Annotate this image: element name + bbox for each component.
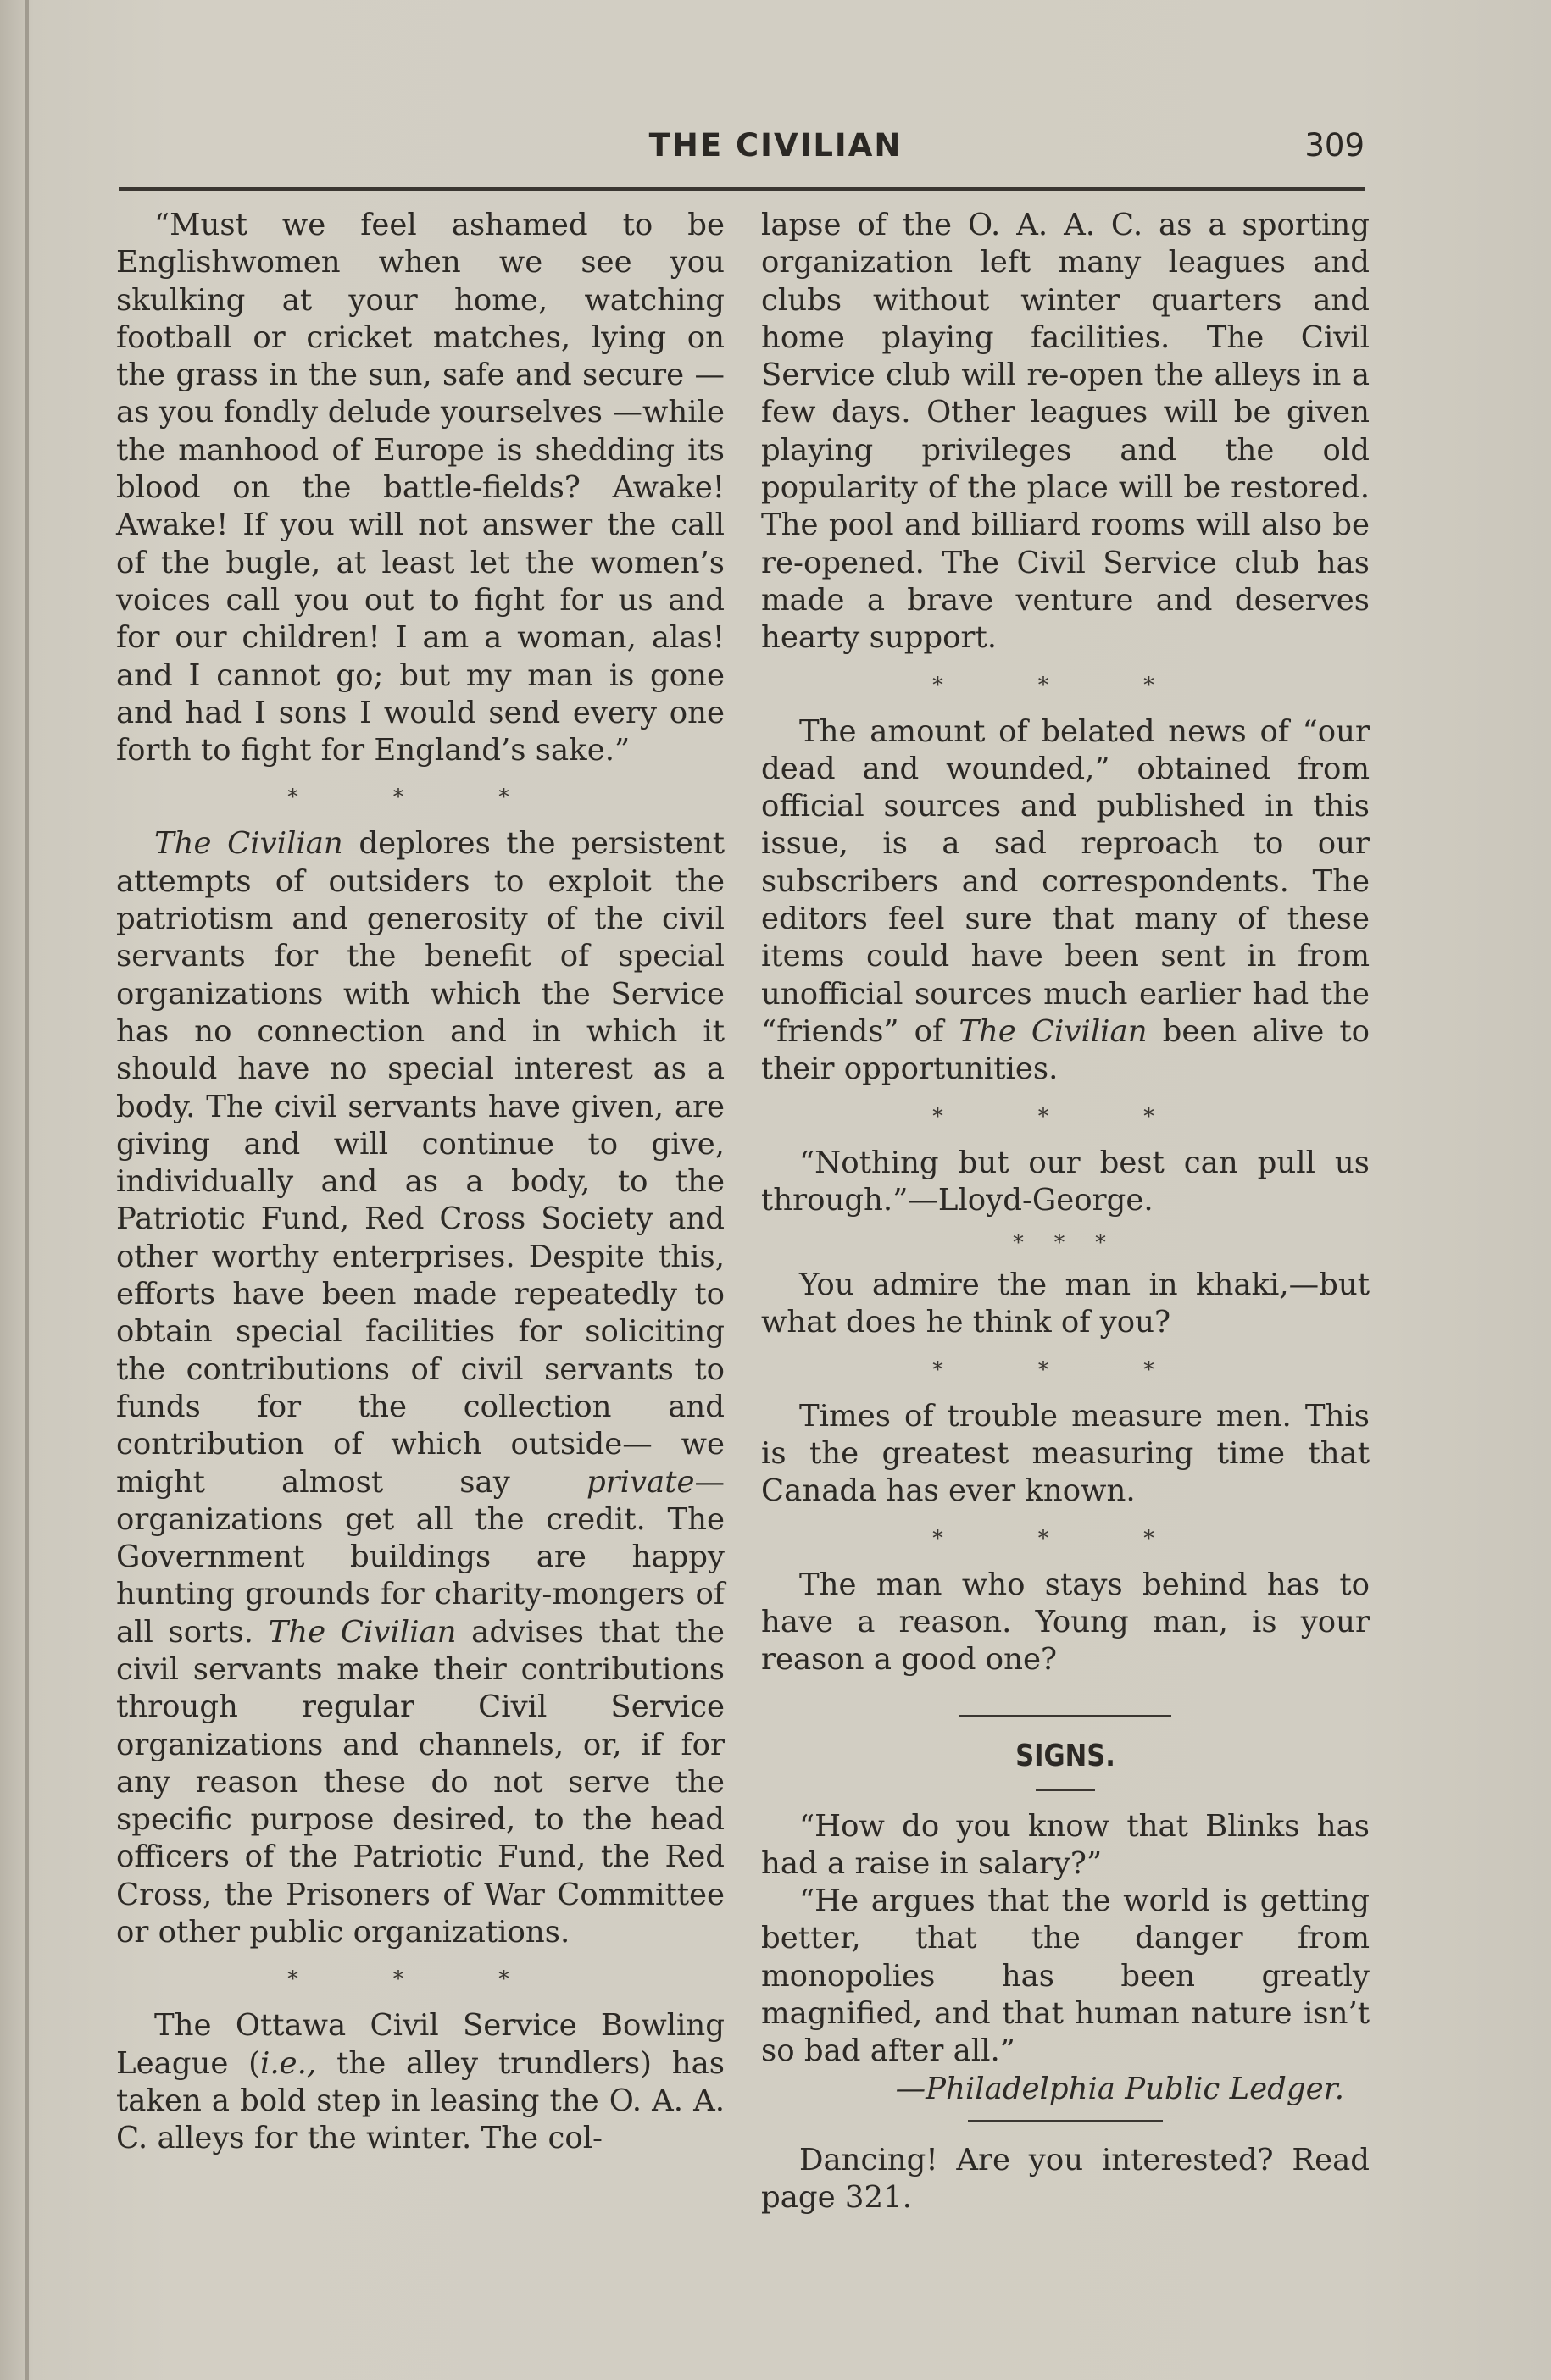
article-belated-news: [761, 713, 1370, 1089]
paragraph-text: been alive to their opportunities.: [761, 1013, 1370, 1087]
paragraph-text: the alley trundlers) has taken a bold step in leasing the O. A. A. C. alleys for the winter. The col-: [116, 2045, 725, 2156]
signs-attribution: —Philadelphia Public Ledger.: [895, 2071, 1344, 2106]
section-rule: [959, 1715, 1171, 1717]
publication-title: The Civilian: [268, 1614, 457, 1650]
quote-lloyd-george: “Nothing but our best can pull us through.”—Lloyd-George.: [761, 1145, 1370, 1218]
section-separator: * * *: [287, 1967, 553, 1992]
section-separator: * * *: [932, 1525, 1198, 1551]
paragraph-text: deplores the persistent attempts of outsiders to exploit the patriotism and generosity of the civil servants for the benefit of special organizations with which the Service has no connection and in which it should have no special interest as a body. The civil servants have given, are giving and will continue to give, individually and as a body, to the Patriotic Fund, Red Cross Society and other worthy enterprises. Despite this, efforts have been made repeatedly to obtain special facilities for soliciting the contributions of civil servants to funds for the collection and contribution of which outside— we might almost say: [116, 826, 725, 1500]
closing-dancing-note: Dancing! Are you interested? Read page 321.: [761, 2142, 1370, 2216]
page-binding-edge: [25, 0, 29, 2380]
article-bowling-league-continued: lapse of the O. A. A. C. as a sporting organization left many leagues and clubs without winter quarters and home playing facilities. The Civil Service club will re-open the alleys in a few days. Other leagues will be given playing privileges and the old popularity of the place will be restored. The pool and billiard rooms will also be re-opened. The Civil Service club has made a brave venture and deserves hearty support.: [761, 208, 1370, 656]
paragraph-text: —organizations get all the credit. The Government buildings are happy hunting grounds for charity-mongers of all sorts.: [116, 1464, 725, 1650]
paragraph-khaki: You admire the man in khaki,—but what does he think of you?: [761, 1268, 1370, 1340]
page-number: 309: [1304, 127, 1365, 164]
paragraph-text: The Ottawa Civil Service Bowling League (: [116, 2008, 725, 2081]
publication-title: The Civilian: [154, 826, 343, 862]
paragraph-text: advises that the civil servants make their contributions through regular Civil Service organizations and channels, or, if for any reason these do not serve the specific purpose desired, to the head officers of the Patriotic Fund, the Red Cross, the Prisoners of War Committee or other public organizations.: [116, 1614, 725, 1950]
signs-heading: SIGNS.: [1015, 1738, 1115, 1773]
signs-answer: “He argues that the world is getting better, that the danger from monopolies has been greatly magnified, and that human nature isn’t so bad after all.”: [761, 1883, 1370, 2069]
left-column: [116, 207, 725, 2158]
running-header-title: THE CIVILIAN: [648, 127, 903, 164]
signs-question: “How do you know that Blinks has had a raise in salary?”: [761, 1808, 1370, 1881]
header-rule: [119, 187, 1365, 191]
article-charity-solicitation: [116, 825, 725, 1951]
paragraph-stays-behind: The man who stays behind has to have a reason. Young man, is your reason a good one?: [761, 1567, 1370, 1678]
right-column: [761, 207, 1370, 2216]
section-separator: * * *: [1013, 1230, 1118, 1256]
emphasis-private: private: [586, 1464, 695, 1500]
publication-title: The Civilian: [959, 1013, 1148, 1049]
section-separator: * * *: [932, 672, 1198, 697]
heading-underline: [1036, 1789, 1095, 1791]
section-separator: * * *: [932, 1356, 1198, 1382]
article-bowling-league: [116, 2007, 725, 2157]
section-separator: * * *: [287, 785, 553, 810]
paragraph-text: The amount of belated news of “our dead and wounded,” obtained from official sources and published in this issue, is a sad reproach to our subscribers and correspondents. The editors feel sure that many of these items could have been sent in from unofficial sources much earlier had the “friends” of: [761, 713, 1370, 1049]
quote-englishwomen: “Must we feel ashamed to be Englishwomen when we see you skulking at your home, watching football or cricket matches, lying on the grass in the sun, safe and secure —as you fondly delude yourselves —while the manhood of Europe is shedding its blood on the battle-fields? Awake! Awake! If you will not answer the call of the bugle, at least let the women’s voices call you out to fight for us and for our children! I am a woman, alas! and I cannot go; but my man is gone and had I sons I would send every one forth to fight for England’s sake.”: [116, 208, 725, 768]
paragraph-times-of-trouble: Times of trouble measure men. This is the greatest measuring time that Canada has ever known.: [761, 1398, 1370, 1509]
section-separator: * * *: [932, 1103, 1198, 1129]
closing-rule: [968, 2120, 1163, 2122]
emphasis-ie: i.e.,: [260, 2045, 317, 2081]
